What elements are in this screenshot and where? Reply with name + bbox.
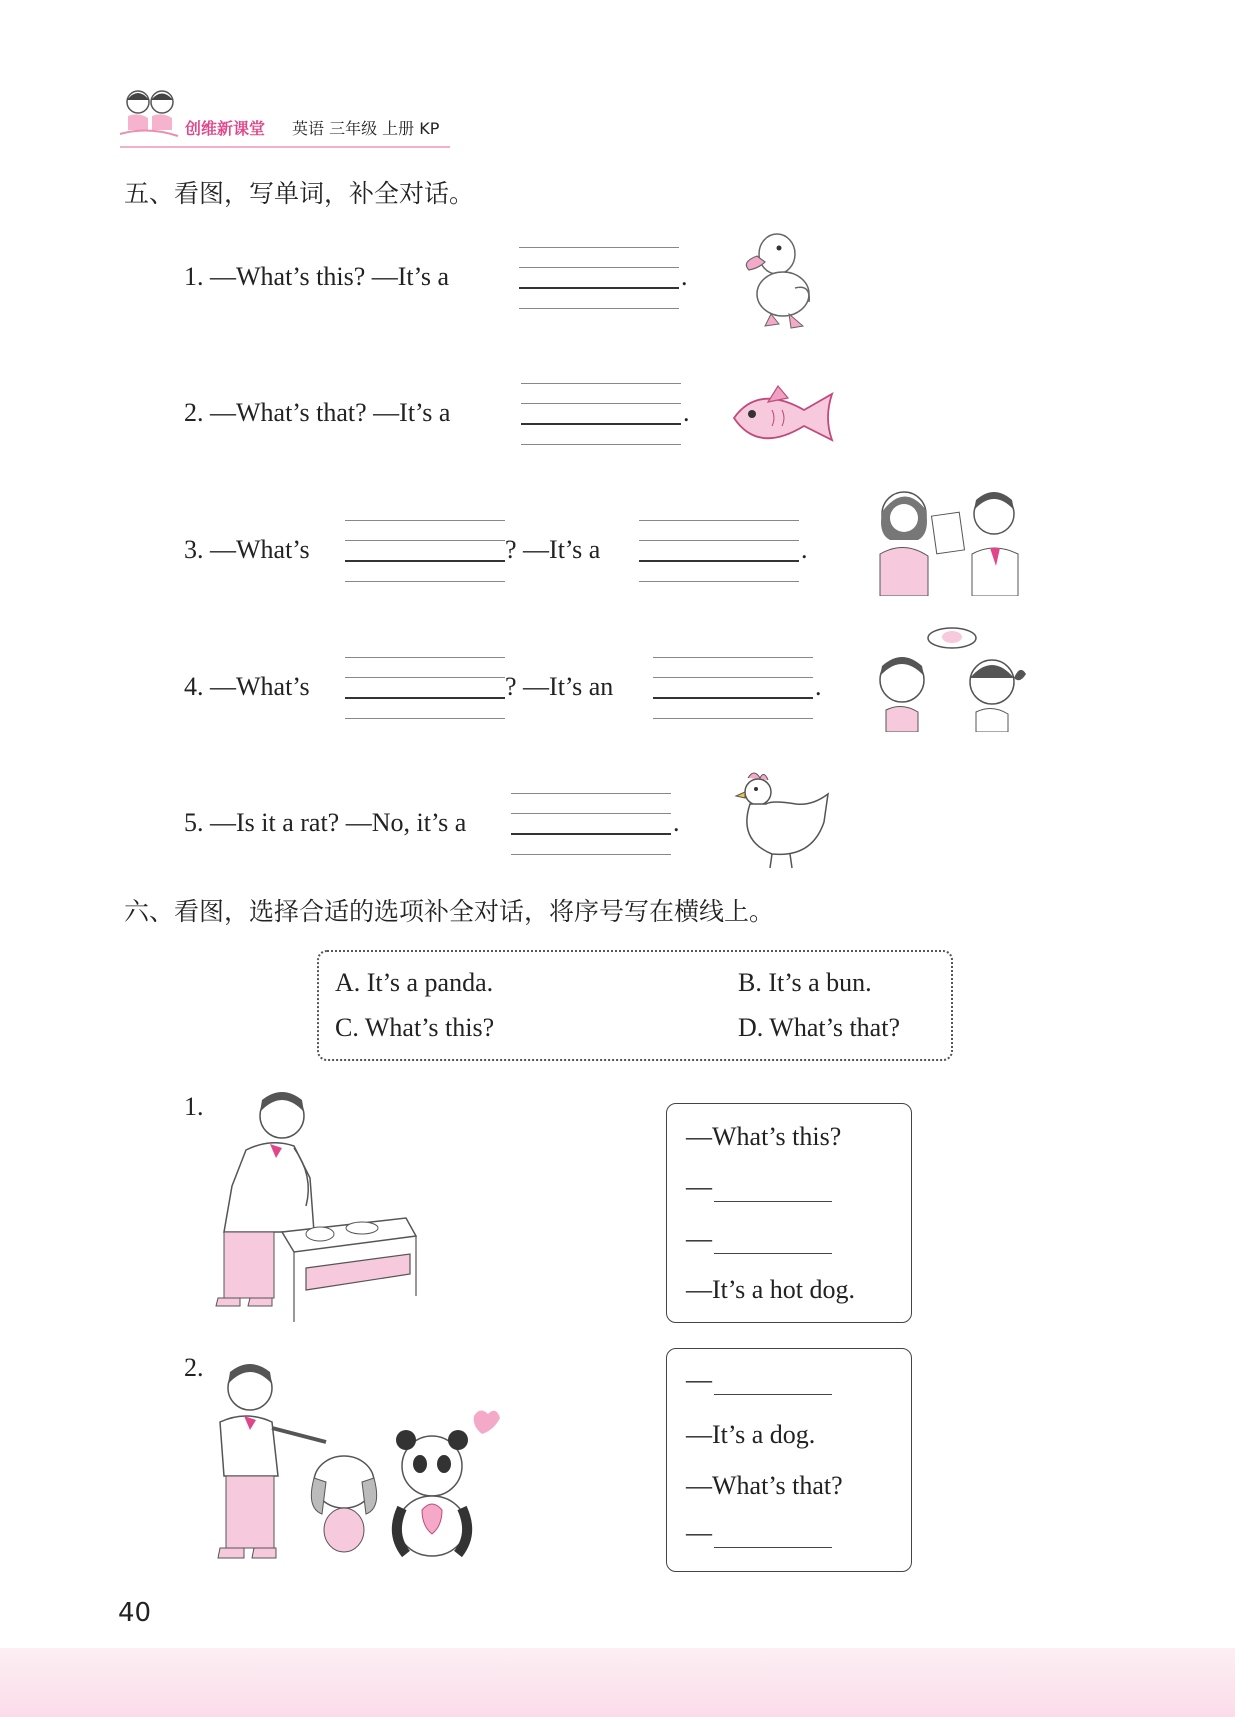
duck-icon	[735, 228, 815, 334]
item1-line-2[interactable]	[686, 1172, 832, 1202]
q2-period: .	[683, 398, 690, 427]
q1-answer-lines[interactable]	[519, 247, 679, 311]
brand-title: 创维新课堂	[185, 119, 266, 138]
item1-number: 1.	[184, 1092, 204, 1121]
option-d: D. What’s that?	[738, 1013, 900, 1042]
q3-answer-lines-2[interactable]	[639, 520, 799, 584]
q3-answer-lines-1[interactable]	[345, 520, 505, 584]
footer-band	[0, 1648, 1235, 1717]
q1-period: .	[681, 262, 688, 291]
section5-title: 五、看图，写单词，补全对话。	[124, 179, 475, 208]
header-divider	[120, 146, 450, 148]
answer-blank[interactable]	[714, 1368, 832, 1395]
q3-period: .	[801, 535, 808, 564]
answer-blank[interactable]	[714, 1175, 832, 1202]
page-number: 40	[118, 1598, 152, 1628]
q2-answer-lines[interactable]	[521, 383, 681, 447]
q4-answer-lines-1[interactable]	[345, 657, 505, 721]
item1-line-1: —What’s this?	[686, 1122, 842, 1151]
item2-number: 2.	[184, 1353, 204, 1382]
item2-line-2: —It’s a dog.	[686, 1420, 816, 1449]
answer-blank[interactable]	[714, 1227, 832, 1254]
dash: —	[686, 1365, 712, 1394]
q4-text-middle: ? —It’s an	[505, 672, 614, 701]
q3-text-middle: ? —It’s a	[505, 535, 601, 564]
item2-line-3: —What’s that?	[686, 1471, 843, 1500]
dash: —	[686, 1224, 712, 1253]
options-box	[317, 950, 953, 1061]
q5-text: 5. —Is it a rat? —No, it’s a	[184, 808, 467, 837]
dash: —	[686, 1518, 712, 1547]
kids-and-egg-icon	[872, 624, 1028, 732]
kids-logo-icon	[118, 84, 188, 144]
q2-text: 2. —What’s that? —It’s a	[184, 398, 451, 427]
girl-and-boy-with-card-icon	[872, 484, 1022, 596]
q1-text: 1. —What’s this? —It’s a	[184, 262, 450, 291]
book-subject: 英语 三年级 上册 KP	[292, 119, 440, 138]
option-c: C. What’s this?	[335, 1013, 495, 1042]
dash: —	[686, 1172, 712, 1201]
section6-title: 六、看图，选择合适的选项补全对话，将序号写在横线上。	[124, 897, 775, 926]
option-b: B. It’s a bun.	[738, 968, 872, 997]
item1-line-4: —It’s a hot dog.	[686, 1275, 855, 1304]
boy-with-dog-and-panda-icon	[210, 1358, 500, 1566]
item2-line-4[interactable]	[686, 1518, 832, 1548]
item2-line-1[interactable]	[686, 1365, 832, 1395]
q3-text: 3. —What’s	[184, 535, 310, 564]
q4-answer-lines-2[interactable]	[653, 657, 813, 721]
fish-icon	[728, 380, 838, 456]
q5-answer-lines[interactable]	[511, 793, 671, 857]
option-a: A. It’s a panda.	[335, 968, 494, 997]
answer-blank[interactable]	[714, 1521, 832, 1548]
item1-line-3[interactable]	[686, 1224, 832, 1254]
boy-pointing-at-table-icon	[210, 1086, 420, 1326]
q4-text: 4. —What’s	[184, 672, 310, 701]
q4-period: .	[815, 672, 822, 701]
hen-icon	[732, 764, 832, 870]
q5-period: .	[673, 808, 680, 837]
